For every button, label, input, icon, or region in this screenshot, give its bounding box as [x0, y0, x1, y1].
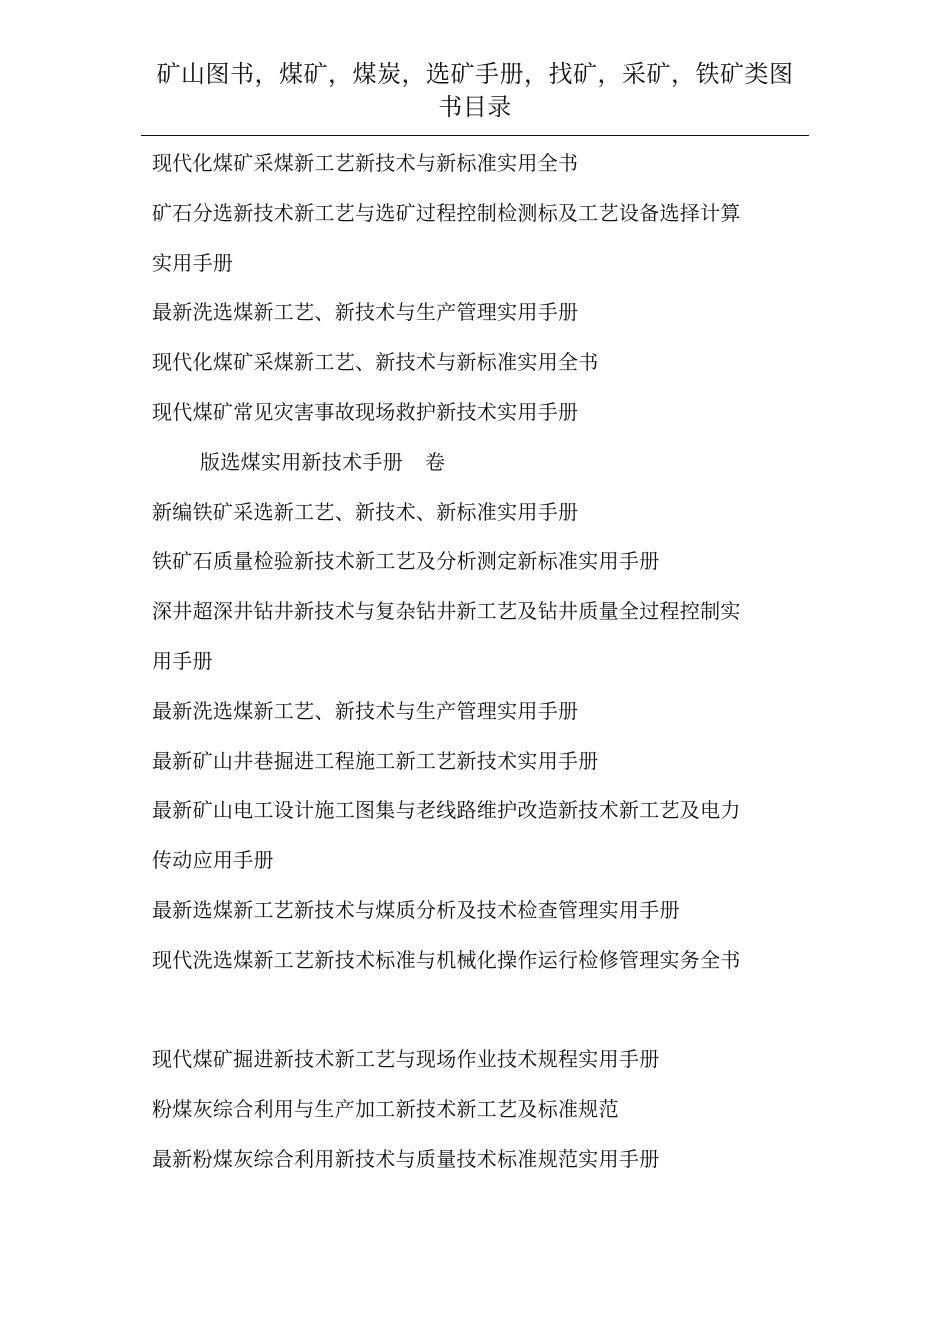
- list-item-text: 版选煤实用新技术手册: [200, 449, 403, 474]
- title-divider: [141, 135, 809, 136]
- list-item: 现代煤矿常见灾害事故现场救护新技术实用手册: [152, 399, 579, 424]
- list-item: 新编铁矿采选新工艺、新技术、新标准实用手册: [152, 499, 579, 524]
- list-item: 现代化煤矿采煤新工艺、新技术与新标准实用全书: [152, 350, 599, 375]
- list-item: 铁矿石质量检验新技术新工艺及分析测定新标准实用手册: [152, 549, 660, 574]
- list-item: 现代化煤矿采煤新工艺新技术与新标准实用全书: [152, 151, 579, 175]
- blank-line: [152, 986, 812, 1036]
- list-item: 现代煤矿掘进新技术新工艺与现场作业技术规程实用手册: [152, 1047, 660, 1072]
- list-item: 传动应用手册: [152, 848, 274, 873]
- list-item: 矿石分选新技术新工艺与选矿过程控制检测标及工艺设备选择计算: [152, 200, 741, 225]
- book-list: [152, 139, 812, 1185]
- list-item: 实用手册: [152, 250, 234, 275]
- list-item: 最新洗选煤新工艺、新技术与生产管理实用手册: [152, 300, 579, 325]
- list-item: 现代洗选煤新工艺新技术标准与机械化操作运行检修管理实务全书: [152, 947, 741, 972]
- list-item: 最新矿山电工设计施工图集与老线路维护改造新技术新工艺及电力: [152, 798, 741, 823]
- list-item-volume: 卷: [425, 449, 446, 474]
- title-line-1: 矿山图书，煤矿，煤炭，选矿手册，找矿，采矿，铁矿类图: [156, 60, 794, 88]
- list-item: 最新粉煤灰综合利用新技术与质量技术标准规范实用手册: [152, 1146, 660, 1171]
- list-item: [152, 438, 812, 488]
- list-item: 深井超深井钻井新技术与复杂钻井新工艺及钻井质量全过程控制实: [152, 599, 741, 624]
- list-item: 最新矿山井巷掘进工程施工新工艺新技术实用手册: [152, 748, 599, 773]
- list-item: 最新选煤新工艺新技术与煤质分析及技术检查管理实用手册: [152, 897, 680, 922]
- list-item: 粉煤灰综合利用与生产加工新技术新工艺及标准规范: [152, 1097, 619, 1122]
- list-item: 最新洗选煤新工艺、新技术与生产管理实用手册: [152, 698, 579, 723]
- title-line-2: 书目录: [438, 93, 512, 121]
- list-item: 用手册: [152, 648, 213, 673]
- page-title: [140, 58, 810, 124]
